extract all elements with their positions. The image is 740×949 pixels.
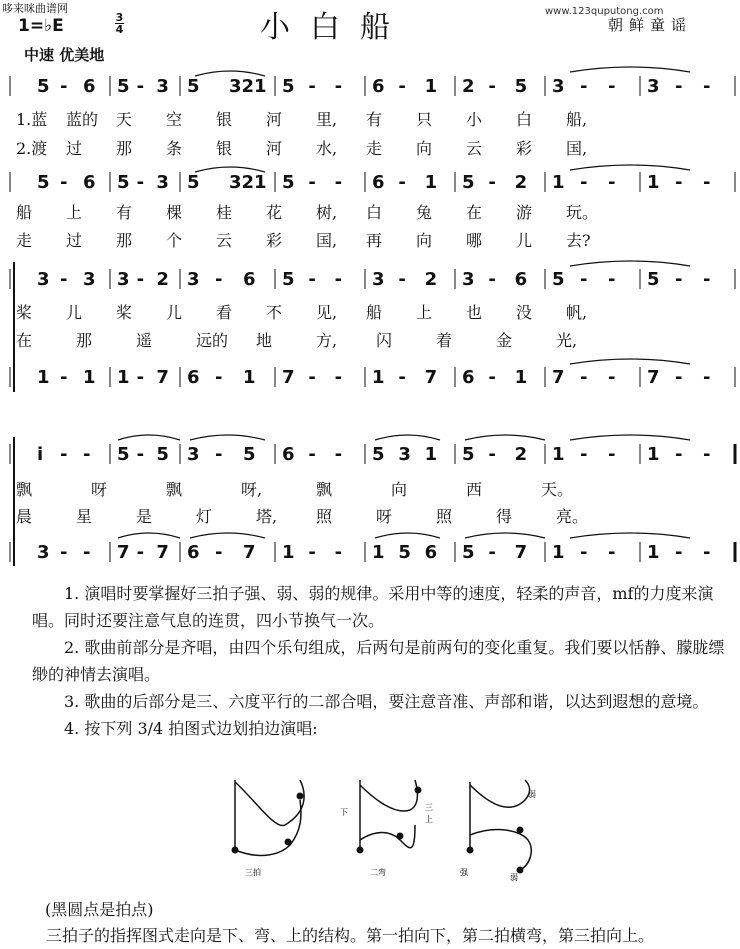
- row4a-lyric: 呀,: [241, 480, 263, 499]
- row2a-lyric: 桂: [216, 203, 233, 222]
- row2b-lyric: 个: [166, 231, 183, 250]
- row4l-note: -: [675, 542, 683, 563]
- note-3: 3. 歌曲的后部分是三、六度平行的二部合唱，要注意音准、声部和谐，以达到遐想的意境。: [64, 692, 709, 711]
- row3b-lyric: 着: [436, 331, 453, 350]
- row3b-lyric: 方,: [316, 331, 338, 350]
- row3l-note: 6: [187, 367, 200, 388]
- row2-note: -: [308, 172, 316, 193]
- row2b-lyric: 国,: [316, 231, 338, 250]
- row4l-note: -: [488, 542, 496, 563]
- row4l-note: -: [136, 542, 145, 563]
- row3u-note: 3: [462, 269, 475, 290]
- row4u-note: -: [675, 444, 683, 465]
- row1-note: 321: [229, 76, 267, 97]
- row1-note: 3: [156, 76, 169, 97]
- row3u-note: 5: [552, 269, 565, 290]
- row4a-lyric: 飘: [16, 480, 33, 499]
- row3u-note: 3: [37, 269, 50, 290]
- diagram-label-6: 强: [460, 868, 468, 877]
- row3l-note: -: [60, 367, 68, 388]
- row2-note: 321: [229, 172, 267, 193]
- row1b-lyric: 彩: [516, 139, 533, 158]
- row3b-lyric: 那: [76, 331, 93, 350]
- beat-dot: [357, 847, 364, 854]
- key-signature: 1=♭E: [18, 16, 64, 36]
- row3u-note: -: [488, 269, 496, 290]
- slur: [375, 435, 440, 440]
- row4u-note: -: [488, 444, 496, 465]
- row4l-note: -: [308, 542, 316, 563]
- row4l-note: -: [334, 542, 343, 563]
- row4u-note: 1: [552, 444, 565, 465]
- row1a-lyric: 小: [466, 110, 483, 129]
- row1a-lyric: 船,: [566, 110, 588, 129]
- row3a-lyric: 儿: [166, 303, 183, 322]
- slur: [375, 533, 440, 538]
- row3u-note: 2: [424, 269, 438, 290]
- tie: [570, 359, 690, 364]
- row3u-note: 5: [647, 269, 660, 290]
- tie: [570, 435, 690, 440]
- slurs-ties: [118, 67, 690, 538]
- row1-note: -: [703, 76, 711, 97]
- beat-dot: [297, 793, 304, 800]
- row2a-lyric: 游: [516, 203, 533, 222]
- row4u-note: 5: [462, 444, 475, 465]
- row4u-note: -: [580, 444, 588, 465]
- row1a-lyric: 银: [216, 110, 233, 129]
- row1a-lyric: 有: [366, 110, 383, 129]
- row2b-lyric: 走: [16, 231, 33, 250]
- row4u-note: 2: [514, 444, 528, 465]
- row4l-note: -: [215, 542, 223, 563]
- slur: [190, 435, 265, 440]
- row4u-note: 6: [282, 444, 295, 465]
- row4b-lyric: 得: [496, 507, 513, 526]
- row2-note: 5: [462, 172, 475, 193]
- row3u-note: -: [215, 269, 223, 290]
- row3a-lyric: 桨: [116, 303, 133, 322]
- row3b-lyric: 金: [496, 331, 513, 350]
- row3l-note: -: [398, 367, 406, 388]
- row3u-note: 3: [83, 269, 96, 290]
- row2b-lyric: 彩: [266, 231, 283, 250]
- beat-dot: [517, 827, 524, 834]
- row4b-lyric: 呀: [376, 507, 393, 526]
- beat-path-3c: [470, 830, 531, 870]
- row1b-lyric: 国,: [566, 139, 588, 158]
- row2a-lyric: 有: [116, 203, 133, 222]
- notation: [16, 76, 710, 563]
- row4l-note: -: [703, 542, 711, 563]
- row3u-note: 5: [282, 269, 295, 290]
- row4u-note: 5: [117, 444, 130, 465]
- row3l-note: 1: [243, 367, 256, 388]
- row3l-note: -: [488, 367, 496, 388]
- row1a-lyric: 蓝的: [66, 110, 99, 129]
- row4u-note: -: [334, 444, 343, 465]
- row4b-lyric: 照: [316, 507, 333, 526]
- row3u-note: -: [136, 269, 145, 290]
- tie: [570, 261, 690, 266]
- row1-note: 3: [552, 76, 565, 97]
- slur: [118, 435, 180, 440]
- row1-note: 5: [514, 76, 528, 97]
- row1-note: 5: [187, 76, 200, 97]
- row1b-lyric: 向: [416, 139, 433, 158]
- row3a-lyric: 桨: [16, 303, 33, 322]
- row1a-lyric: 河: [266, 110, 283, 129]
- row2-note: -: [488, 172, 496, 193]
- row4l-note: 1: [647, 542, 660, 563]
- row3b-lyric: 地: [256, 331, 273, 350]
- row4u-note: -: [703, 444, 711, 465]
- row3u-note: 6: [243, 269, 256, 290]
- row2-note: -: [136, 172, 145, 193]
- row1-note: 6: [372, 76, 385, 97]
- row3a-lyric: 也: [466, 303, 483, 322]
- beat-path-2b: [360, 780, 417, 811]
- row1a-lyric: 里,: [316, 110, 338, 129]
- row2a-lyric: 玩。: [566, 203, 599, 222]
- diagram-legend: (黑圆点是拍点): [45, 900, 154, 919]
- row2b-lyric: 再: [366, 231, 383, 250]
- row4a-lyric: 呀: [91, 480, 108, 499]
- beat-dot: [415, 787, 422, 794]
- row4l-note: 7: [514, 542, 528, 563]
- beat-dot: [285, 839, 292, 846]
- row2b-lyric: 过: [66, 231, 83, 250]
- row4l-note: 7: [156, 542, 169, 563]
- row2-note: 1: [424, 172, 438, 193]
- row3a-lyric: 见,: [316, 303, 338, 322]
- row3l-note: 6: [462, 367, 475, 388]
- row4l-note: 7: [117, 542, 130, 563]
- row3a-lyric: 没: [516, 303, 533, 322]
- row3l-note: -: [136, 367, 145, 388]
- row2-note: -: [675, 172, 683, 193]
- row4l-note: -: [608, 542, 616, 563]
- row2b-lyric: 那: [116, 231, 133, 250]
- row3l-note: -: [703, 367, 711, 388]
- song-title: 小白船: [260, 10, 410, 45]
- row3a-lyric: 看: [216, 303, 233, 322]
- row3u-note: -: [60, 269, 68, 290]
- row2-note: -: [608, 172, 616, 193]
- note-2: 2. 歌曲前部分是齐唱，由四个乐句组成，后两句是前两句的变化重复。我们要以恬静、朦胧缥缈的神情去演唱。: [32, 638, 725, 684]
- song-credit: 朝鲜童谣: [608, 16, 693, 34]
- row1-note: -: [334, 76, 343, 97]
- row2a-lyric: 船: [16, 203, 33, 222]
- performance-notes: [32, 580, 737, 742]
- row3a-lyric: 上: [416, 303, 433, 322]
- row3b-lyric: 光,: [556, 331, 578, 350]
- row4l-note: 5: [398, 542, 411, 563]
- row4l-note: -: [83, 542, 91, 563]
- row1-note: 6: [83, 76, 96, 97]
- row4u-note: 3: [187, 444, 200, 465]
- row3l-note: 1: [83, 367, 96, 388]
- row1-note: 2: [462, 76, 475, 97]
- row3l-note: -: [215, 367, 223, 388]
- row2-note: 5: [282, 172, 295, 193]
- beat-path-3b: [470, 780, 530, 807]
- row4u-note: -: [83, 444, 91, 465]
- row1-note: -: [398, 76, 406, 97]
- row4b-lyric: 灯: [196, 507, 213, 526]
- site-name: 哆来咪曲谱网: [2, 2, 68, 15]
- row3u-note: -: [608, 269, 616, 290]
- row4l-note: 6: [424, 542, 438, 563]
- row2-note: 1: [552, 172, 565, 193]
- row2-note: 3: [156, 172, 169, 193]
- row4b-lyric: 晨: [16, 507, 33, 526]
- row3l-note: -: [308, 367, 316, 388]
- row1-note: 3: [647, 76, 660, 97]
- row4b-lyric: 星: [76, 507, 93, 526]
- row1b-lyric: 条: [166, 139, 183, 158]
- row1-note: -: [60, 76, 68, 97]
- diagram-label-2: 二弯: [370, 868, 386, 877]
- row3u-note: 6: [514, 269, 528, 290]
- tie: [570, 67, 690, 72]
- row4l-note: 1: [282, 542, 295, 563]
- row1-note: -: [608, 76, 616, 97]
- row4l-note: 6: [187, 542, 200, 563]
- row2-note: 5: [37, 172, 50, 193]
- row4u-note: -: [136, 444, 145, 465]
- row4b-lyric: 是: [136, 507, 153, 526]
- row3l-note: 1: [37, 367, 50, 388]
- row2a-lyric: 在: [466, 203, 483, 222]
- beat-path-2c: [360, 825, 415, 848]
- row4l-note: 5: [462, 542, 475, 563]
- row4l-note: -: [60, 542, 68, 563]
- row2b-lyric: 去?: [566, 231, 591, 250]
- beat-dot: [232, 847, 239, 854]
- beat-path-1b: [235, 780, 304, 826]
- row2a-lyric: 兔: [416, 203, 433, 222]
- row4l-note: 1: [552, 542, 565, 563]
- row1-note: -: [136, 76, 145, 97]
- row2b-lyric: 云: [216, 231, 233, 250]
- row3l-note: -: [334, 367, 343, 388]
- row2-note: 1: [647, 172, 660, 193]
- row4u-note: 5: [372, 444, 385, 465]
- row4u-note: -: [608, 444, 616, 465]
- row4a-lyric: 飘: [316, 480, 333, 499]
- row1-note: -: [580, 76, 588, 97]
- row4l-note: 7: [243, 542, 256, 563]
- slur: [465, 435, 545, 440]
- row4l-note: 3: [37, 542, 50, 563]
- row2-note: 6: [83, 172, 96, 193]
- row2a-lyric: 树,: [316, 203, 338, 222]
- row3b-lyric: 遥: [136, 331, 153, 350]
- row1-note: -: [675, 76, 683, 97]
- row4l-note: 1: [372, 542, 385, 563]
- diagram-label-5: 上: [425, 815, 433, 824]
- row2-note: -: [334, 172, 343, 193]
- row3l-note: -: [608, 367, 616, 388]
- row3l-note: 1: [117, 367, 130, 388]
- row3l-note: -: [675, 367, 683, 388]
- diagram-explanation: 三拍子的指挥图式走向是下、弯、上的结构。第一拍向下，第二拍横弯，第三拍向上。: [46, 926, 655, 945]
- row3l-note: 7: [282, 367, 295, 388]
- row4u-note: 1: [647, 444, 660, 465]
- row3a-lyric: 帆,: [566, 303, 588, 322]
- row4u-note: 1: [424, 444, 438, 465]
- row4b-lyric: 塔,: [256, 507, 278, 526]
- row3l-note: -: [580, 367, 588, 388]
- meter-bottom: 4: [115, 23, 124, 36]
- row3a-lyric: 儿: [66, 303, 83, 322]
- note-1: 1. 演唱时要掌握好三拍子强、弱、弱的规律。采用中等的速度，轻柔的声音，mf的力度来演唱。同时还要注意气息的连贯，四小节换气一次。: [32, 584, 714, 630]
- row3b-lyric: 在: [16, 331, 33, 350]
- tie: [570, 533, 690, 538]
- row3l-note: 7: [156, 367, 169, 388]
- row1-note: 5: [282, 76, 295, 97]
- row1a-lyric: 白: [516, 110, 533, 129]
- note-4: 4. 按下列 3/4 拍图式边划拍边演唱:: [64, 719, 318, 738]
- row1-note: 5: [117, 76, 130, 97]
- row1b-lyric: 水,: [316, 139, 338, 158]
- beat-dot: [467, 847, 474, 854]
- row2-note: -: [580, 172, 588, 193]
- row1b-lyric: 银: [216, 139, 233, 158]
- row3u-note: -: [398, 269, 406, 290]
- row3l-note: 7: [647, 367, 660, 388]
- slur: [118, 533, 180, 538]
- row3u-note: -: [580, 269, 588, 290]
- row3u-note: -: [703, 269, 711, 290]
- meter-top: 3: [115, 11, 124, 24]
- row2a-lyric: 棵: [166, 203, 183, 222]
- row3b-lyric: 闪: [376, 331, 393, 350]
- row4a-lyric: 向: [391, 480, 408, 499]
- tie: [570, 165, 690, 170]
- beat-dot: [397, 833, 404, 840]
- row3u-note: 3: [372, 269, 385, 290]
- row4u-note: -: [60, 444, 68, 465]
- row3l-note: 7: [424, 367, 438, 388]
- row3a-lyric: 船: [366, 303, 383, 322]
- row2a-lyric: 上: [66, 203, 83, 222]
- diagram-label-1: 三拍: [245, 868, 261, 877]
- row4u-note: i: [37, 444, 44, 465]
- row1a-lyric: 1.蓝: [16, 110, 48, 129]
- diagram-label-7: 弱: [510, 873, 518, 882]
- row2-note: -: [60, 172, 68, 193]
- row1-note: -: [488, 76, 496, 97]
- row4u-note: 5: [243, 444, 256, 465]
- slur: [190, 533, 265, 538]
- row2b-lyric: 哪: [466, 231, 483, 250]
- row2b-lyric: 儿: [516, 231, 533, 250]
- row1-note: 5: [37, 76, 50, 97]
- row1b-lyric: 过: [66, 139, 83, 158]
- row3a-lyric: 不: [266, 303, 283, 322]
- row4u-note: 5: [156, 444, 169, 465]
- row1b-lyric: 那: [116, 139, 133, 158]
- row4a-lyric: 飘: [166, 480, 183, 499]
- row4a-lyric: 西: [466, 480, 483, 499]
- row3u-note: 3: [187, 269, 200, 290]
- row4a-lyric: 天。: [541, 480, 574, 499]
- row1b-lyric: 河: [266, 139, 283, 158]
- row1b-lyric: 走: [366, 139, 383, 158]
- row1-note: 1: [424, 76, 438, 97]
- row3l-note: 1: [514, 367, 528, 388]
- row1-note: -: [308, 76, 316, 97]
- beat-path-1c: [235, 800, 301, 855]
- row2-note: 2: [514, 172, 528, 193]
- row3u-note: 2: [156, 269, 169, 290]
- row3l-note: 1: [372, 367, 385, 388]
- row2-note: 5: [117, 172, 130, 193]
- row1b-lyric: 云: [466, 139, 483, 158]
- row4u-note: -: [308, 444, 316, 465]
- row2-note: 5: [187, 172, 200, 193]
- conducting-diagram: [210, 770, 560, 885]
- row3u-note: -: [334, 269, 343, 290]
- row2-note: -: [398, 172, 406, 193]
- row1a-lyric: 天: [116, 110, 133, 129]
- site-url: www.123quputong.com: [545, 6, 664, 17]
- row2-note: -: [703, 172, 711, 193]
- row4b-lyric: 亮。: [556, 507, 589, 526]
- row3u-note: -: [675, 269, 683, 290]
- row1a-lyric: 只: [416, 110, 433, 129]
- row4l-note: -: [580, 542, 588, 563]
- row4u-note: -: [215, 444, 223, 465]
- row3u-note: 3: [117, 269, 130, 290]
- row4u-note: 3: [398, 444, 411, 465]
- row2b-lyric: 向: [416, 231, 433, 250]
- row3u-note: -: [308, 269, 316, 290]
- row2a-lyric: 白: [366, 203, 383, 222]
- diagram-label-8: 弱: [528, 790, 536, 799]
- row1b-lyric: 2.渡: [16, 139, 48, 158]
- diagram-label-4: 三: [425, 803, 433, 812]
- slur: [465, 533, 545, 538]
- row4b-lyric: 照: [436, 507, 453, 526]
- tempo-marking: 中速 优美地: [24, 46, 105, 64]
- row1a-lyric: 空: [166, 110, 183, 129]
- diagram-label-3: 下: [340, 808, 348, 817]
- row2-note: 6: [372, 172, 385, 193]
- row2a-lyric: 花: [266, 203, 283, 222]
- row3b-lyric: 远的: [196, 331, 229, 350]
- row3l-note: 7: [552, 367, 565, 388]
